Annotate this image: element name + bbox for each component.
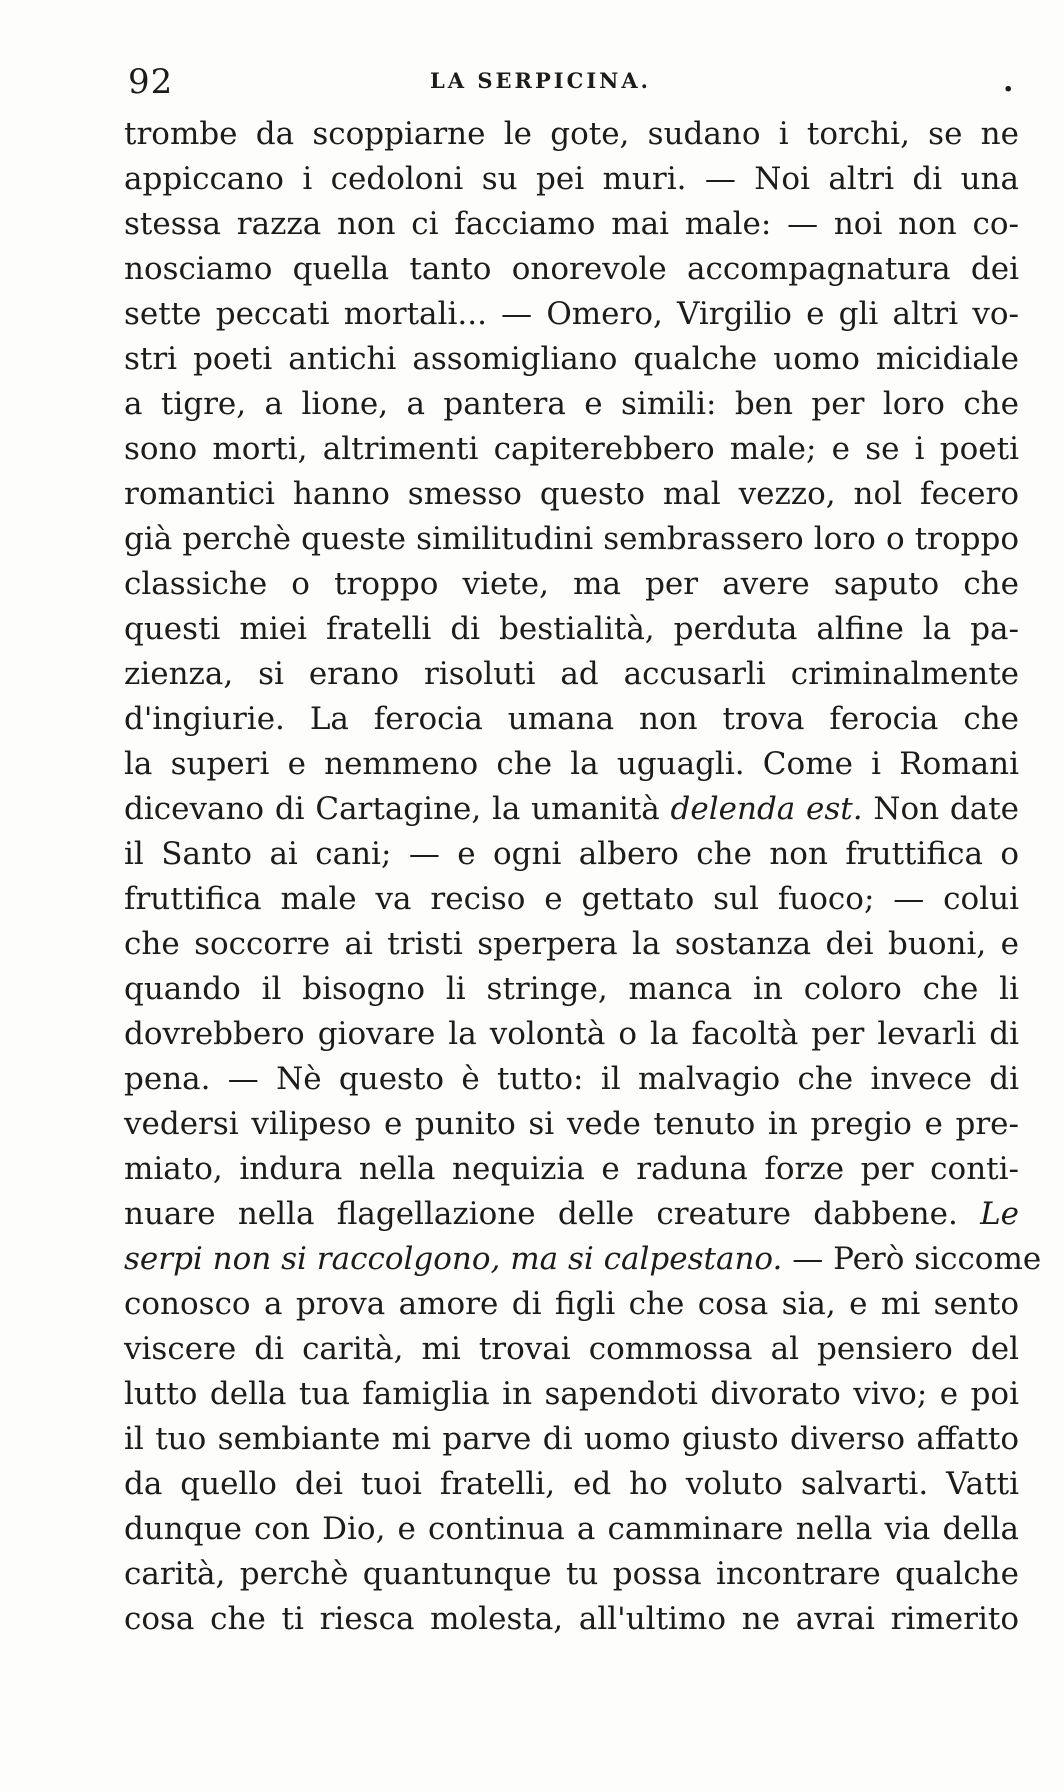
text-line	[124, 1372, 1019, 1417]
text-line	[124, 337, 1019, 382]
italic-text: serpi non si raccolgono, ma si calpestano.	[124, 1241, 783, 1277]
text-line	[124, 787, 1019, 832]
line-text: — Però siccome	[782, 1241, 1042, 1277]
line-text: Non date	[862, 791, 1019, 827]
line-text: sono morti, altrimenti capiterebbero male; e se i poeti	[124, 431, 1019, 467]
line-text: carità, perchè quantunque tu possa incontrare qualche	[124, 1556, 1019, 1592]
text-line	[124, 517, 1019, 562]
text-line	[124, 1147, 1019, 1192]
text-line	[124, 967, 1019, 1012]
line-text: questi miei fratelli di bestialità, perduta alfine la pa-	[124, 611, 1019, 647]
line-text: appiccano i cedoloni su pei muri. — Noi altri di una	[124, 161, 1019, 197]
line-text: cosa che ti riesca molesta, all'ultimo ne avrai rimerito	[124, 1601, 1019, 1637]
text-line	[124, 1507, 1019, 1552]
line-text: dovrebbero giovare la volontà o la facoltà per levarli di	[124, 1016, 1019, 1052]
line-text: dicevano di Cartagine, la umanità	[124, 791, 671, 827]
line-text: viscere di carità, mi trovai commossa al pensiero del	[124, 1331, 1019, 1367]
line-text: quando il bisogno li stringe, manca in coloro che li	[124, 971, 1019, 1007]
line-text: il tuo sembiante mi parve di uomo giusto diverso affatto	[124, 1421, 1019, 1457]
line-text: che soccorre ai tristi sperpera la sostanza dei buoni, e	[124, 926, 1019, 962]
line-text: zienza, si erano risoluti ad accusarli criminalmente	[124, 656, 1019, 692]
text-line	[124, 382, 1019, 427]
text-line	[124, 157, 1019, 202]
line-text: classiche o troppo viete, ma per avere saputo che	[124, 566, 1019, 602]
text-line	[124, 472, 1019, 517]
text-line	[124, 1552, 1019, 1597]
line-text: romantici hanno smesso questo mal vezzo, nol fecero	[124, 476, 1019, 512]
header-mark: .	[1003, 64, 1014, 99]
text-line	[124, 1057, 1019, 1102]
text-line	[124, 832, 1019, 877]
italic-text: delenda est.	[670, 791, 863, 827]
text-line	[124, 1327, 1019, 1372]
line-text: da quello dei tuoi fratelli, ed ho voluto salvarti. Vatti	[124, 1466, 1019, 1502]
line-text: il Santo ai cani; — e ogni albero che non fruttifica o	[124, 836, 1019, 872]
body-text	[124, 112, 1042, 1642]
text-line	[124, 922, 1019, 967]
text-line	[124, 697, 1019, 742]
text-line	[124, 292, 1019, 337]
line-text: fruttifica male va reciso e gettato sul fuoco; — colui	[124, 881, 1019, 917]
line-text: a tigre, a lione, a pantera e simili: ben per loro che	[124, 386, 1019, 422]
line-text: stessa razza non ci facciamo mai male: — noi non co-	[124, 206, 1019, 242]
text-line	[124, 1462, 1019, 1507]
line-text: vedersi vilipeso e punito si vede tenuto in pregio e pre-	[124, 1106, 1019, 1142]
line-text: pena. — Nè questo è tutto: il malvagio che invece di	[124, 1061, 1019, 1097]
text-line	[124, 1012, 1019, 1057]
text-line	[124, 427, 1019, 472]
italic-text: Le	[980, 1196, 1019, 1232]
line-text: trombe da scoppiarne le gote, sudano i torchi, se ne	[124, 116, 1019, 152]
line-text: dunque con Dio, e continua a camminare nella via della	[124, 1511, 1019, 1547]
text-line	[124, 1282, 1019, 1327]
text-line	[124, 607, 1019, 652]
text-line	[124, 562, 1019, 607]
line-text: stri poeti antichi assomigliano qualche uomo micidiale	[124, 341, 1019, 377]
line-text: la superi e nemmeno che la uguagli. Come i Romani	[124, 746, 1019, 782]
text-line	[124, 202, 1019, 247]
line-text: conosco a prova amore di figli che cosa sia, e mi sento	[124, 1286, 1019, 1322]
text-line	[124, 1417, 1019, 1462]
text-line	[124, 1597, 1019, 1642]
text-line	[124, 1237, 1042, 1282]
page-number: 92	[128, 62, 174, 102]
text-line	[124, 1192, 1019, 1237]
line-text: nosciamo quella tanto onorevole accompagnatura dei	[124, 251, 1019, 287]
text-line	[124, 247, 1019, 292]
text-line	[124, 1102, 1019, 1147]
line-text: già perchè queste similitudini sembrassero loro o troppo	[124, 521, 1019, 557]
text-line	[124, 652, 1019, 697]
line-text: miato, indura nella nequizia e raduna forze per conti-	[124, 1151, 1019, 1187]
line-text: sette peccati mortali... — Omero, Virgilio e gli altri vo-	[124, 296, 1019, 332]
text-line	[124, 112, 1019, 157]
line-text: d'ingiurie. La ferocia umana non trova ferocia che	[124, 701, 1019, 737]
line-text: nuare nella flagellazione delle creature dabbene.	[124, 1196, 981, 1232]
line-text: lutto della tua famiglia in sapendoti divorato vivo; e poi	[124, 1376, 1019, 1412]
text-line	[124, 877, 1019, 922]
text-line	[124, 742, 1019, 787]
running-title: LA SERPICINA.	[430, 68, 651, 93]
